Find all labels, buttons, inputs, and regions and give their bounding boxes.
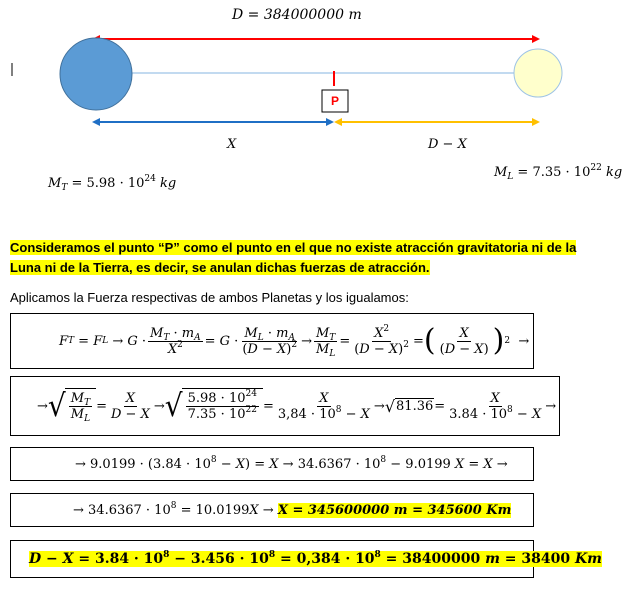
earth-circle — [60, 38, 132, 110]
equation-box-5 — [10, 540, 602, 578]
point-label: P — [330, 94, 339, 108]
equation-4: → $34.6367 \cdot 10^8 = 10.0199X$ → — [73, 500, 278, 518]
distance-label: D = 384000000 m — [232, 7, 362, 23]
equation-box-4 — [10, 493, 534, 527]
intro-text: Aplicamos la Fuerza respectivas de ambos Planetas y los igualamos: — [10, 290, 409, 305]
equation-3: → $9.0199 \cdot (3.84 \cdot 10^8 - X) = X \to 34.6367 \cdot 10^8 - 9.0199$ X = X → — [75, 454, 508, 472]
highlight-paragraph: Consideramos el punto “P” como el punto en el que no existe atracción gravitatoria ni de la Luna ni de la Tierra, es decir, se anulan dichas fuerzas de atracción. — [10, 240, 577, 275]
dx-result: $D - X = 3.84 \cdot 10^8 - 3.456 \cdot 10^8 = 0,384 \cdot 10^8 = 38400000$ m = 38400 Km — [29, 550, 602, 567]
equation-box-2: → √ $\frac{M_T}{M_L}$ = $\frac{X}{D - X}$ → √ $\frac{5.98 \cdot 10^{24}}{7.35 \cdot 10^{22}}$ = $\frac{X}{3,84 \cdot 10^8 - X}$ → √ 81.36 = $\frac{X}{3.84 \cdot 10^8 - X}$ → — [10, 376, 560, 436]
earth-mass-label: $M_T = 5.98 \cdot 10^{24}$ kg — [48, 174, 177, 193]
equation-box-3 — [10, 447, 534, 481]
equation-box-1: F T = F L → G · $\frac{M_T \cdot m_A}{X^2}$ = G · $\frac{M_L \cdot m_A}{(D - X)^2}$ → $\frac{M_T}{M_L}$ = $\frac{X^2}{(D - X)^2}$ = ( $\frac{X}{(D - X)}$ ) 2 → — [10, 313, 534, 369]
moon-circle — [514, 49, 562, 97]
moon-mass-label: $M_L = 7.35 \cdot 10^{22}$ kg — [494, 163, 623, 182]
x-label: X — [227, 137, 237, 152]
x-result: X = 345600000 m = 345600 Km — [277, 502, 512, 518]
dx-label: D − X — [428, 137, 467, 152]
